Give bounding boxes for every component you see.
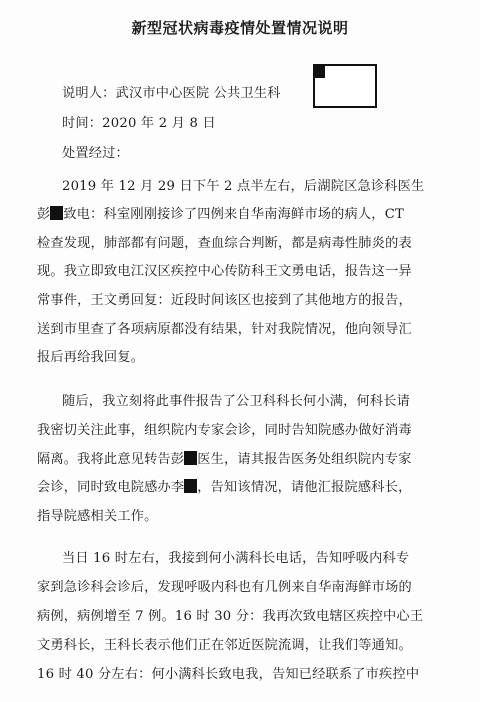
p3-line-4: 文勇科长，王科长表示他们正在邻近医院流调，让我们等通知。 [37, 638, 412, 653]
p2-line-4b: ，告知该情况，请他汇报院感科长， [197, 480, 412, 495]
redaction-mark [313, 64, 325, 78]
date-value: 2020 年 2 月 8 日 [102, 116, 216, 131]
p3-line-2: 家到急诊科会诊后，发现呼吸内科也有几例来自华南海鲜市场的 [37, 580, 412, 595]
p1-line-7: 报后再给我回复。 [37, 350, 145, 365]
section-heading: 处置经过： [62, 146, 129, 161]
p1-line-6: 送到市里查了各项病原都没有结果，针对我院情况，他向领导汇 [37, 322, 412, 337]
p1-line-5: 常事件，王文勇回复：近段时间该区也接到了其他地方的报告， [37, 293, 412, 308]
redaction-box [313, 64, 377, 108]
p1-line-1: 2019 年 12 月 29 日下午 2 点半左右，后湖院区急诊科医生 [62, 179, 425, 194]
speaker-label: 说明人： [62, 86, 116, 101]
p2-line-5: 指导院感相关工作。 [37, 509, 158, 524]
redaction-mark [184, 479, 197, 493]
speaker-value: 武汉市中心医院 公共卫生科 [115, 86, 281, 101]
p3-line-5: 16 时 40 分左右：何小满科长致电我，告知已经联系了市疾控中 [37, 667, 420, 682]
p2-line-2: 我密切关注此事，组织院内专家会诊，同时告知院感办做好消毒 [37, 423, 412, 438]
p2-line-3 [37, 450, 411, 470]
document-title: 新型冠状病毒疫情处置情况说明 [131, 19, 349, 37]
p1-line-4: 现。我立即致电江汉区疾控中心传防科王文勇电话，报告这一异 [37, 264, 412, 279]
p3-line-3: 病例，病例增至 7 例。16 时 30 分：我再次致电辖区疾控中心王 [37, 609, 424, 624]
p2-line-4a: 会诊，同时致电院感办李 [37, 480, 185, 495]
p1-line-3: 检查发现，肺部都有问题，查血综合判断，都是病毒性肺炎的表 [37, 236, 412, 251]
speaker-line [62, 84, 281, 104]
p2-line-3b: 医生，请其报告医务处组织院内专家 [197, 452, 412, 467]
p2-line-1: 随后，我立刻将此事件报告了公卫科科长何小满，何科长请 [62, 394, 411, 409]
p1-line-2a: 彭 [37, 207, 51, 222]
date-label: 时间： [62, 116, 103, 131]
redaction-mark [184, 451, 197, 465]
p1-line-2b: 致电：科室刚刚接诊了四例来自华南海鲜市场的病人，CT [63, 207, 404, 222]
p2-line-4 [37, 478, 411, 498]
redaction-mark [50, 206, 63, 220]
p3-line-1: 当日 16 时左右，我接到何小满科长电话，告知呼吸内科专 [62, 551, 410, 566]
p2-line-3a: 隔离。我将此意见转告彭 [37, 452, 185, 467]
date-line [62, 114, 216, 134]
p1-line-2 [37, 205, 404, 225]
